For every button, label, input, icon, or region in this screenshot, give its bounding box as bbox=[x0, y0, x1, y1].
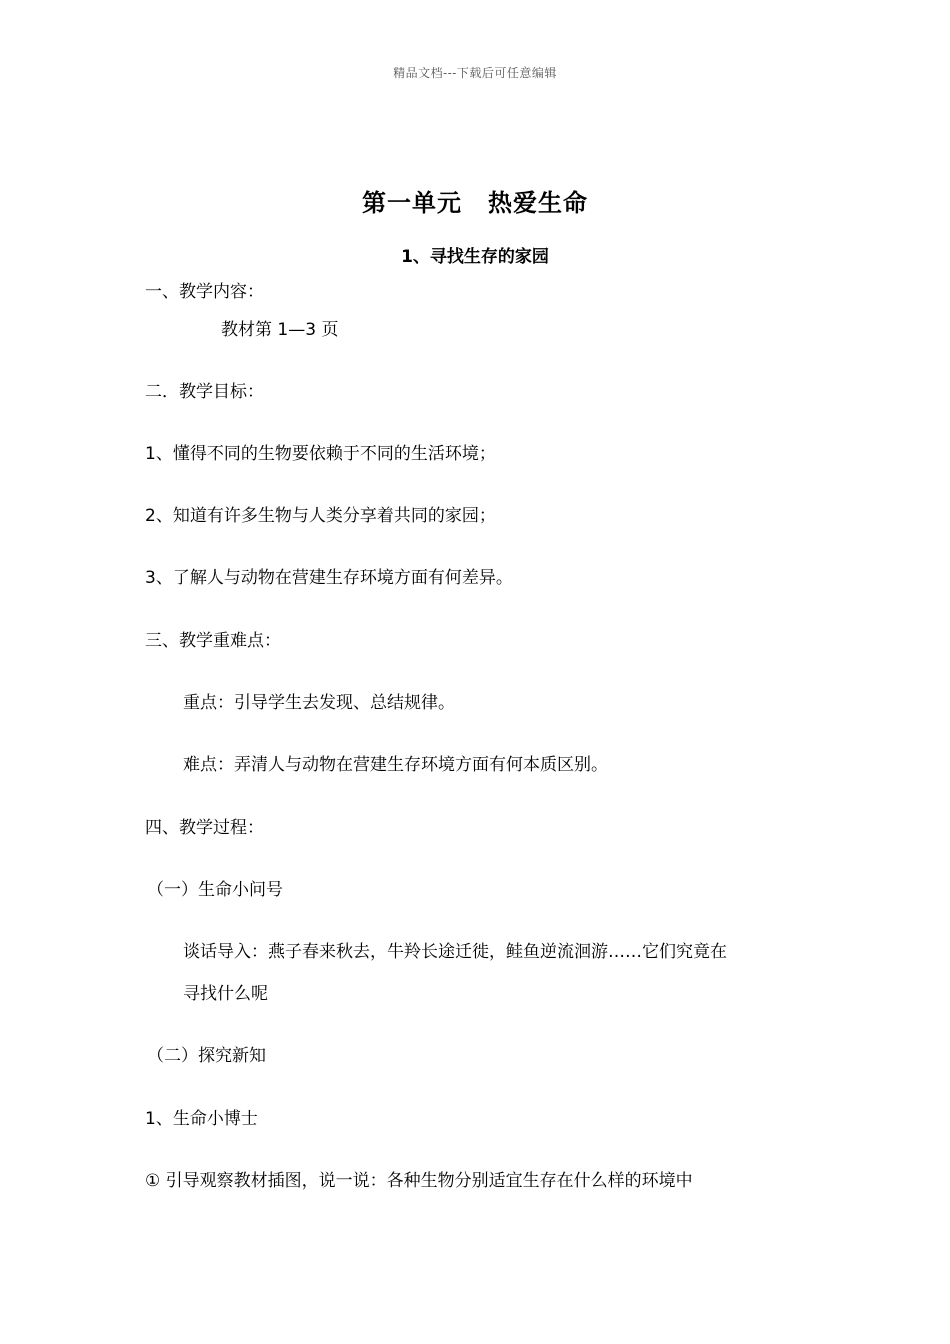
content-heading: 一、教学内容： bbox=[145, 282, 264, 302]
key-point: 重点：引导学生去发现、总结规律。 bbox=[183, 693, 455, 713]
unit-title-part1: 第一单元 bbox=[362, 189, 462, 217]
difficulty-heading: 三、教学重难点： bbox=[145, 631, 281, 651]
step-1-text-line2: 寻找什么呢 bbox=[183, 984, 268, 1004]
unit-title bbox=[0, 183, 950, 218]
step-2-item-1: 1、生命小博士 bbox=[145, 1109, 258, 1129]
unit-title-part2: 热爱生命 bbox=[488, 189, 588, 217]
goal-3: 3、了解人与动物在营建生存环境方面有何差异。 bbox=[145, 568, 513, 588]
step-2-heading: （二）探究新知 bbox=[147, 1046, 266, 1066]
header-note: 精品文档---下载后可任意编辑 bbox=[393, 66, 557, 80]
step-1-heading: （一）生命小问号 bbox=[147, 880, 283, 900]
content-text: 教材第 1—3 页 bbox=[221, 320, 339, 340]
step-2-item-1-detail: ① 引导观察教材插图，说一说：各种生物分别适宜生存在什么样的环境中 bbox=[145, 1171, 693, 1191]
step-1-text-line1: 谈话导入：燕子春来秋去，牛羚长途迁徙，鲑鱼逆流洄游……它们究竟在 bbox=[183, 942, 727, 962]
goals-heading: 二．教学目标： bbox=[145, 382, 264, 402]
difficult-point: 难点：弄清人与动物在营建生存环境方面有何本质区别。 bbox=[183, 755, 608, 775]
goal-1: 1、懂得不同的生物要依赖于不同的生活环境； bbox=[145, 444, 496, 464]
lesson-title: 1、寻找生存的家园 bbox=[401, 247, 549, 267]
goal-2: 2、知道有许多生物与人类分享着共同的家园； bbox=[145, 506, 496, 526]
process-heading: 四、教学过程： bbox=[145, 818, 264, 838]
